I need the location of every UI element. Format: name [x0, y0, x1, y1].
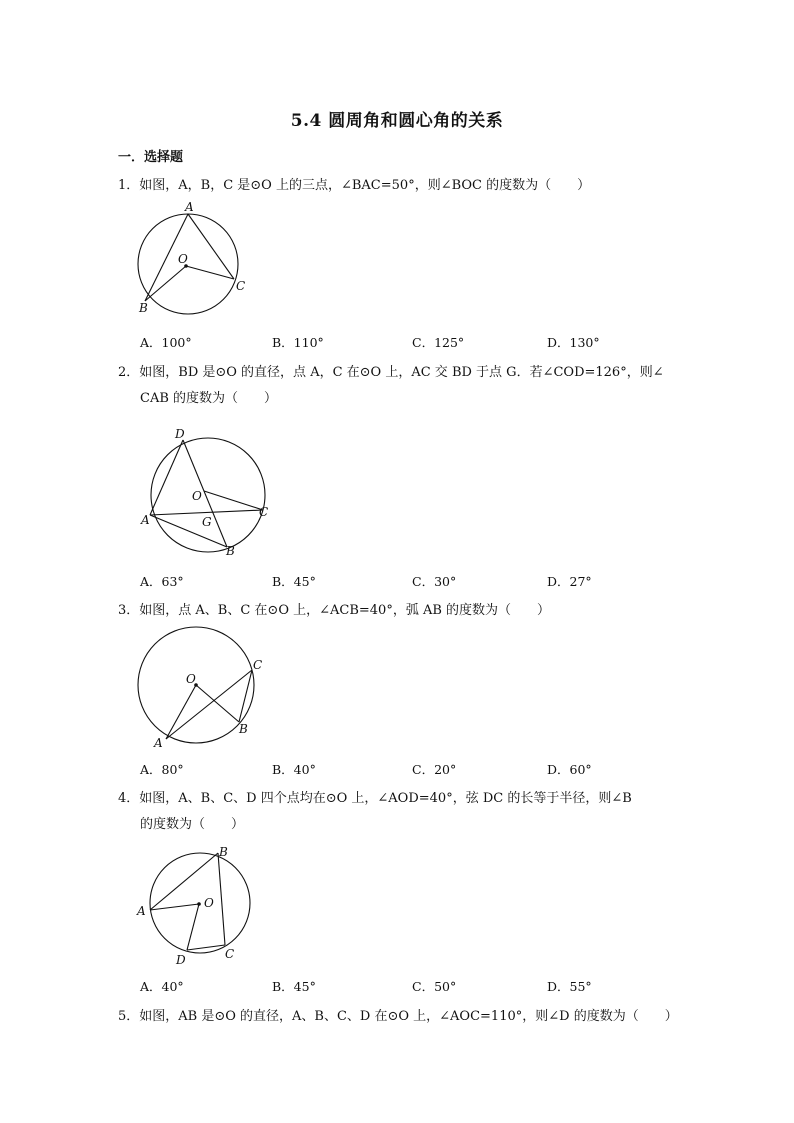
figure-1 — [130, 198, 260, 323]
figure-4 — [134, 845, 264, 970]
figure-4-label-b: B — [219, 845, 228, 859]
figure-3-label-o: O — [186, 672, 196, 686]
figure-3-label-c: C — [253, 658, 263, 672]
question-2-text-line1: 2．如图，BD 是⊙O 的直径，点 A，C 在⊙O 上，AC 交 BD 于点 G．若∠COD=126°，则∠ — [118, 365, 664, 380]
question-5-text: 5．如图，AB 是⊙O 的直径，A、B、C、D 在⊙O 上，∠AOC=110°，则∠D 的度数为（ ） — [118, 1009, 678, 1024]
section-heading: 一．选择题 — [118, 150, 184, 165]
question-4 — [118, 786, 688, 838]
figure-1-label-o: O — [178, 252, 188, 266]
option-b[interactable]: B．45° — [272, 979, 316, 994]
figure-2-label-g: G — [202, 515, 212, 529]
option-d[interactable]: D．60° — [547, 762, 592, 777]
option-a[interactable]: A．40° — [140, 979, 184, 994]
figure-1-label-a: A — [185, 200, 194, 214]
question-2-text-line2: CAB 的度数为（ ） — [140, 391, 278, 406]
question-5 — [118, 1004, 688, 1030]
option-b[interactable]: B．40° — [272, 762, 316, 777]
figure-4-label-d: D — [176, 953, 186, 967]
question-4-text-line1: 4．如图，A、B、C、D 四个点均在⊙O 上，∠AOD=40°，弦 DC 的长等于半径，则∠B — [118, 791, 632, 806]
option-d[interactable]: D．27° — [547, 574, 592, 589]
question-2 — [118, 360, 688, 412]
option-c[interactable]: C．50° — [412, 979, 457, 994]
option-d[interactable]: D．130° — [547, 335, 600, 350]
figure-2-label-d: D — [175, 427, 185, 441]
figure-3-label-b: B — [239, 722, 248, 736]
question-3 — [118, 598, 688, 624]
option-b[interactable]: B．110° — [272, 335, 324, 350]
option-b[interactable]: B．45° — [272, 574, 316, 589]
option-a[interactable]: A．80° — [140, 762, 184, 777]
option-d[interactable]: D．55° — [547, 979, 592, 994]
question-4-text-line2: 的度数为（ ） — [140, 817, 245, 832]
figure-3 — [130, 625, 270, 755]
figure-2 — [138, 424, 278, 564]
figure-3-label-a: A — [154, 736, 163, 750]
figure-2-label-c: C — [259, 505, 269, 519]
figure-4-label-c: C — [225, 947, 235, 961]
figure-2-label-o: O — [192, 489, 202, 503]
question-3-text: 3．如图，点 A、B、C 在⊙O 上，∠ACB=40°，弧 AB 的度数为（ ） — [118, 603, 551, 618]
figure-2-label-b: B — [226, 544, 235, 558]
option-c[interactable]: C．30° — [412, 574, 457, 589]
figure-2-label-a: A — [141, 513, 150, 527]
question-1 — [118, 173, 688, 199]
option-a[interactable]: A．63° — [140, 574, 184, 589]
figure-1-label-b: B — [139, 301, 148, 315]
figure-4-label-o: O — [204, 896, 214, 910]
page-title: 5.4 圆周角和圆心角的关系 — [290, 111, 504, 131]
option-c[interactable]: C．20° — [412, 762, 457, 777]
option-c[interactable]: C．125° — [412, 335, 465, 350]
question-1-text: 1．如图，A，B，C 是⊙O 上的三点，∠BAC=50°，则∠BOC 的度数为（ ） — [118, 178, 591, 193]
option-a[interactable]: A．100° — [140, 335, 192, 350]
figure-4-label-a: A — [137, 904, 146, 918]
figure-1-label-c: C — [236, 279, 246, 293]
